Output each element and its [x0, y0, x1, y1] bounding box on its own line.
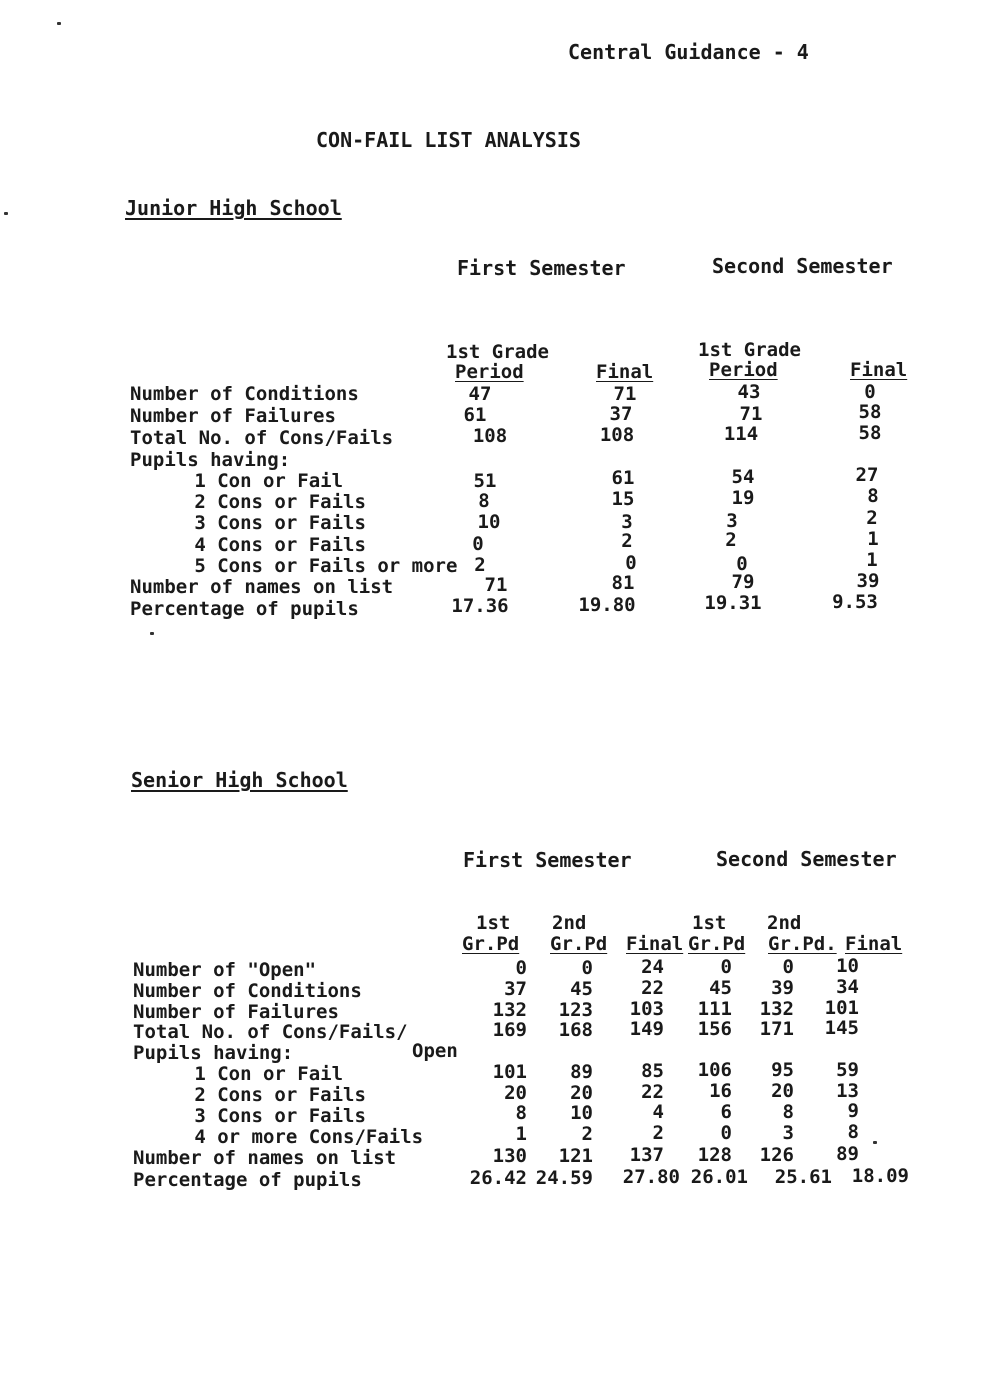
junior-cell: 54 — [731, 466, 755, 488]
senior-cell: 24 — [641, 956, 664, 978]
junior-cell: 8 — [867, 485, 879, 507]
junior-col3-bottom: Period — [709, 359, 778, 381]
junior-col1-bottom: Period — [455, 361, 524, 383]
page-header: Central Guidance - 4 — [568, 40, 809, 64]
junior-cell: 71 — [613, 383, 637, 405]
senior-cell: 22 — [641, 977, 664, 999]
junior-cell: 61 — [611, 467, 635, 489]
senior-cell: 45 — [709, 977, 732, 999]
junior-semester1-header: First Semester — [457, 256, 626, 280]
junior-cell: 0 — [625, 552, 637, 574]
document-title: CON-FAIL LIST ANALYSIS — [316, 128, 581, 152]
senior-col5-top: 2nd — [767, 912, 802, 934]
junior-cell: 2 — [866, 507, 878, 529]
senior-cell: 123 — [558, 999, 593, 1021]
junior-row-label: 4 Cons or Fails — [160, 534, 366, 556]
junior-cell: 3 — [621, 511, 633, 533]
senior-cell: 4 — [652, 1101, 664, 1123]
senior-cell: 2 — [652, 1122, 664, 1144]
junior-cell: 114 — [723, 423, 759, 445]
senior-cell: 3 — [782, 1122, 794, 1144]
junior-cell: 9.53 — [832, 591, 878, 613]
senior-cell: 0 — [720, 1122, 732, 1144]
senior-section-heading: Senior High School — [131, 768, 348, 792]
senior-cell: 111 — [697, 998, 732, 1020]
junior-section-heading: Junior High School — [125, 196, 342, 220]
senior-col6-bottom: Final — [845, 933, 903, 955]
senior-cell: 137 — [629, 1144, 664, 1166]
junior-cell: 61 — [463, 404, 487, 426]
senior-cell: 22 — [641, 1081, 664, 1103]
junior-cell: 27 — [855, 464, 879, 486]
senior-cell: 149 — [629, 1018, 664, 1040]
junior-cell: 58 — [858, 422, 882, 444]
senior-cell: 145 — [824, 1017, 859, 1039]
senior-semester1-header: First Semester — [463, 848, 632, 872]
senior-cell: 59 — [836, 1059, 859, 1081]
junior-row-label: Total No. of Cons/Fails — [130, 427, 394, 449]
senior-cell: 24.59 — [535, 1167, 593, 1189]
senior-cell: 0 — [515, 957, 527, 979]
senior-cell: 85 — [641, 1060, 664, 1082]
senior-cell: 103 — [629, 998, 664, 1020]
junior-cell: 79 — [731, 571, 755, 593]
junior-cell: 0 — [736, 553, 748, 575]
junior-cell: 71 — [484, 574, 508, 596]
junior-col4-bottom: Final — [850, 359, 908, 381]
junior-cell: 0 — [472, 533, 484, 555]
senior-cell: 171 — [759, 1018, 794, 1040]
junior-row-label: 1 Con or Fail — [160, 470, 344, 492]
senior-row-label: Total No. of Cons/Fails/ — [133, 1021, 408, 1043]
junior-cell: 2 — [474, 554, 486, 576]
senior-col2-bottom: Gr.Pd — [550, 933, 608, 955]
senior-row-label: 3 Cons or Fails — [160, 1105, 366, 1127]
junior-cell: 108 — [472, 425, 508, 447]
senior-cell: 89 — [570, 1061, 593, 1083]
senior-cell: 101 — [824, 997, 859, 1019]
junior-cell: 15 — [611, 488, 635, 510]
junior-row-label: 2 Cons or Fails — [160, 491, 366, 513]
junior-cell: 51 — [473, 470, 497, 492]
scan-speck — [873, 1141, 877, 1144]
junior-cell: 3 — [726, 510, 738, 532]
senior-cell: 26.42 — [469, 1167, 527, 1189]
junior-semester2-header: Second Semester — [712, 254, 893, 278]
senior-cell: 0 — [720, 956, 732, 978]
junior-cell: 1 — [867, 528, 879, 550]
junior-cell: 10 — [477, 511, 501, 533]
junior-row-label: 3 Cons or Fails — [160, 512, 366, 534]
junior-col1-top: 1st Grade — [446, 341, 549, 363]
senior-cell: 156 — [697, 1018, 732, 1040]
junior-cell: 19 — [731, 487, 755, 509]
senior-cell: 121 — [558, 1145, 593, 1167]
senior-col4-top: 1st — [692, 912, 727, 934]
junior-row-label: Pupils having: — [130, 449, 291, 471]
junior-cell: 37 — [609, 403, 633, 425]
senior-cell: 1 — [515, 1123, 527, 1145]
junior-cell: 71 — [739, 403, 763, 425]
senior-cell: 39 — [771, 977, 794, 999]
senior-cell: 13 — [836, 1080, 859, 1102]
senior-row-label: 4 or more Cons/Fails — [160, 1126, 424, 1148]
senior-cell: 26.01 — [690, 1166, 748, 1188]
senior-open-note: Open — [412, 1040, 458, 1062]
senior-col4-bottom: Gr.Pd — [688, 933, 746, 955]
senior-row-label: Number of names on list — [133, 1147, 397, 1169]
senior-cell: 45 — [570, 978, 593, 1000]
junior-row-label: Percentage of pupils — [130, 598, 359, 620]
senior-cell: 89 — [836, 1143, 859, 1165]
senior-row-label: Number of "Open" — [133, 959, 317, 981]
senior-cell: 128 — [697, 1144, 732, 1166]
senior-cell: 0 — [782, 956, 794, 978]
senior-cell: 20 — [771, 1080, 794, 1102]
senior-cell: 0 — [581, 957, 593, 979]
junior-cell: 0 — [864, 381, 876, 403]
junior-cell: 19.31 — [704, 592, 762, 614]
senior-cell: 2 — [581, 1123, 593, 1145]
senior-row-label: Percentage of pupils — [133, 1169, 362, 1191]
senior-cell: 10 — [570, 1102, 593, 1124]
senior-row-label: Number of Conditions — [133, 980, 362, 1002]
senior-col2-top: 2nd — [552, 912, 587, 934]
senior-col1-top: 1st — [476, 912, 511, 934]
junior-cell: 1 — [866, 549, 878, 571]
junior-cell: 58 — [858, 401, 882, 423]
junior-cell: 39 — [856, 570, 880, 592]
junior-col2-bottom: Final — [596, 361, 654, 383]
junior-row-label: Number of Failures — [130, 405, 336, 427]
junior-cell: 108 — [599, 424, 635, 446]
senior-cell: 95 — [771, 1059, 794, 1081]
scan-speck — [150, 632, 154, 635]
senior-cell: 6 — [720, 1101, 732, 1123]
senior-cell: 101 — [492, 1061, 527, 1083]
senior-cell: 130 — [492, 1145, 527, 1167]
scan-speck — [57, 22, 61, 25]
senior-cell: 169 — [492, 1019, 527, 1041]
senior-cell: 8 — [782, 1101, 794, 1123]
senior-cell: 25.61 — [774, 1166, 832, 1188]
senior-cell: 168 — [558, 1019, 593, 1041]
junior-cell: 17.36 — [451, 595, 509, 617]
junior-cell: 8 — [478, 490, 490, 512]
junior-cell: 43 — [737, 381, 761, 403]
scan-speck — [4, 212, 8, 215]
junior-cell: 19.80 — [578, 594, 636, 616]
junior-row-label: 5 Cons or Fails or more — [160, 555, 458, 577]
senior-row-label: Number of Failures — [133, 1001, 339, 1023]
senior-col3-bottom: Final — [626, 933, 684, 955]
junior-cell: 81 — [611, 572, 635, 594]
senior-cell: 20 — [504, 1082, 527, 1104]
junior-cell: 2 — [725, 529, 737, 551]
senior-semester2-header: Second Semester — [716, 847, 897, 871]
junior-row-label: Number of names on list — [130, 576, 394, 598]
senior-cell: 132 — [759, 998, 794, 1020]
senior-cell: 16 — [709, 1080, 732, 1102]
senior-cell: 10 — [836, 955, 859, 977]
senior-cell: 132 — [492, 999, 527, 1021]
junior-col3-top: 1st Grade — [698, 339, 801, 361]
senior-cell: 27.80 — [622, 1166, 680, 1188]
senior-cell: 8 — [515, 1102, 527, 1124]
senior-cell: 8 — [847, 1121, 859, 1143]
senior-cell: 18.09 — [851, 1165, 909, 1187]
senior-cell: 34 — [836, 976, 859, 998]
senior-row-label: 2 Cons or Fails — [160, 1084, 366, 1106]
senior-col1-bottom: Gr.Pd — [462, 933, 520, 955]
senior-cell: 126 — [759, 1144, 794, 1166]
senior-row-label: Pupils having: — [133, 1042, 294, 1064]
senior-row-label: 1 Con or Fail — [160, 1063, 344, 1085]
senior-cell: 106 — [697, 1059, 732, 1081]
senior-cell: 37 — [504, 978, 527, 1000]
junior-cell: 47 — [468, 383, 492, 405]
senior-col5-bottom: Gr.Pd. — [768, 933, 837, 955]
senior-cell: 9 — [847, 1100, 859, 1122]
junior-row-label: Number of Conditions — [130, 383, 359, 405]
senior-cell: 20 — [570, 1082, 593, 1104]
junior-cell: 2 — [621, 530, 633, 552]
